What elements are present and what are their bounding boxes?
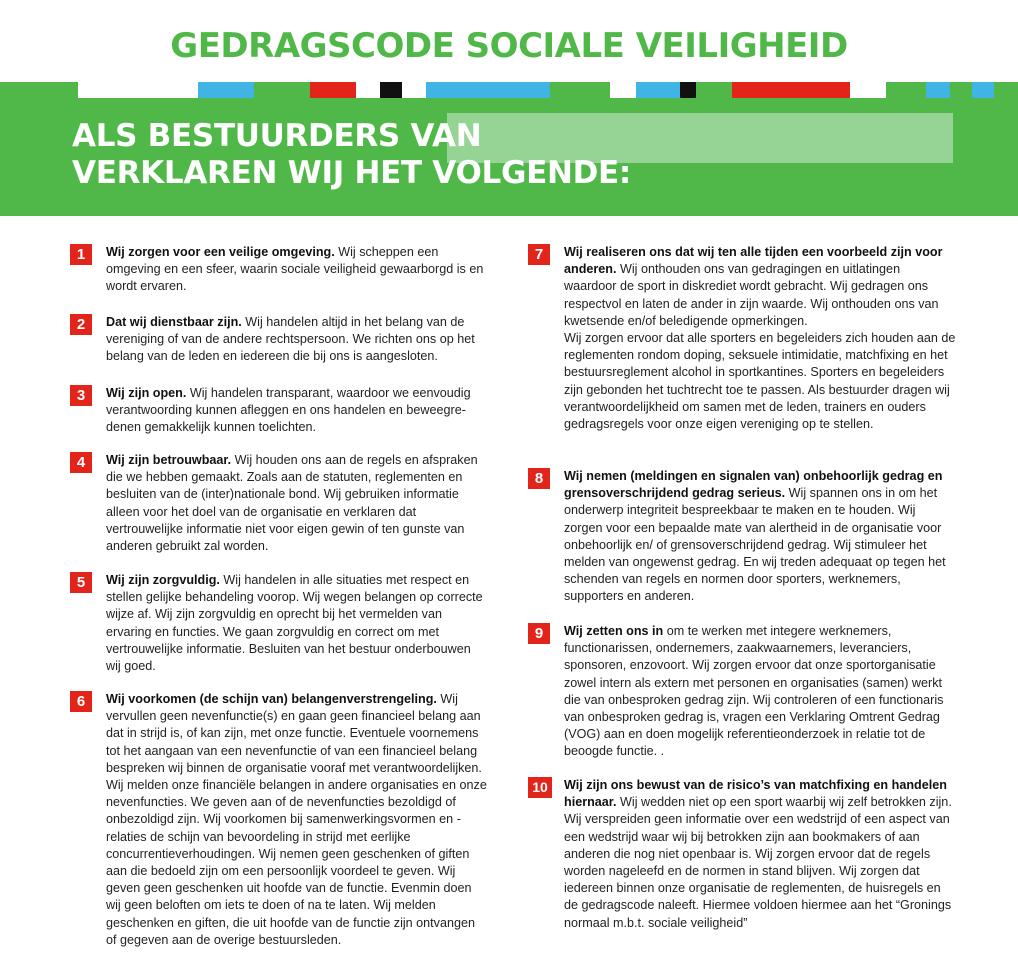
- item-number: 2: [70, 314, 92, 335]
- item-body: Wij handelen transparant, waardoor we eenvoudig verantwoording kunnen afleggen en ons handelen en beweegredenen gemakkelijk kunnen toelichten.: [106, 386, 471, 435]
- item-bold: Wij zorgen voor een veilige omgeving.: [106, 245, 335, 259]
- item-text: [564, 777, 956, 932]
- heading-line-1: ALS BESTUURDERS VAN: [72, 118, 482, 154]
- item-body: Wij wedden niet op een sport waarbij wij zelf betrokken zijn. Wij verspreiden geen informatie over een wedstrijd of een aspect van een wedstrijd waar wij bij betrokken zijn aan bookmakers of aan anderen die nog niet openbaar is. Wij zorgen ervoor dat de regels worden nageleefd en de normen in stand blijven. Wij zorgen dat iedereen binnen onze organisatie de reglementen, de huisregels en de gedragscode naleeft. Hiermee voldoen hiermee aan het “Gronings normaal m.b.t. sociale veiligheid”: [564, 795, 952, 930]
- item-number: 6: [70, 691, 92, 712]
- item-text: [106, 572, 488, 675]
- item-body: Wij onthouden ons van gedragingen en uitlatingen waardoor de sport in diskrediet wordt gebracht. Wij gedragen ons respectvol en laten de ander in zijn waarde. Wij onthouden ons van kwetsende en/of beledigende opmerkingen.: [564, 262, 939, 328]
- item-number: 8: [528, 468, 550, 489]
- item-body: Wij vervullen geen nevenfunctie(s) en gaan geen financieel belang aan dat in strijd is, of kan zijn, met onze functie. Eventuele voornemens tot het aangaan van een nevenfunctie of van een financieel belang bespreken wij binnen de organisatie vooraf met verantwoordelijken. Wij melden onze financiële belangen in andere organisaties en onze nevenfuncties. We geven aan of de nevenfuncties bezoldigd of onbezoldigd zijn. Wij voorkomen bij samenwerkingsvormen en -relaties de schijn van bevoordeling in strijd met eerlijke concurrentieverhoudingen. Wij nemen geen geschenken of giften aan die bedoeld zijn om een persoonlijk voordeel te geven. Wij geven geen geschenken uit hoofde van de functie. Evenmin doen wij geen beloften om iets te doen of na te laten. Wij melden geschenken en giften, die uit hoofde van de functie zijn ontvangen of gegeven aan de overige bestuursleden.: [106, 692, 487, 947]
- item-text: [564, 468, 956, 606]
- item-body: Wij handelen altijd in het belang van de vereniging of van de andere rechtspersoon. We richten ons op het belang van de leden en iedereen die bij ons is aangesloten.: [106, 315, 475, 364]
- item-text: [106, 244, 488, 296]
- item-bold: Wij nemen (meldingen en signalen van) onbehoorlijk gedrag en grensoverschrijdend gedrag serieus.: [564, 469, 943, 501]
- item-bold: Wij zijn ons bewust van de risico’s van matchfixing en handelen hiernaar.: [564, 778, 947, 810]
- page-heading: [72, 118, 631, 192]
- item-bold: Wij zetten ons in: [564, 624, 664, 638]
- item-text: [106, 691, 488, 949]
- item-body-2: Wij zorgen ervoor dat alle sporters en begeleiders zich houden aan de reglementen rondom doping, seksuele intimidatie, matchfixing en het bestuursreglement alcohol in sportkantines. Sporters en begeleiders zijn gebonden het tuchtrecht toe te passen. Als bestuurder dragen wij verantwoordelijkheid om samen met de leden, trainers en ouders gedragsregels voor onze eigen vereniging op te stellen.: [564, 331, 956, 432]
- item-body: Wij houden ons aan de regels en afspraken die we hebben gemaakt. Zoals aan de statuten, reglementen en besluiten van de (inter)nationale bond. Wij gebruiken informatie alleen voor het doel van de organisatie en verklaren dat vertrouwelijke informatie niet voor eigen gewin of ten gunste van anderen gebruikt zal worden.: [106, 453, 478, 554]
- item-bold: Wij voorkomen (de schijn van) belangenverstrengeling.: [106, 692, 437, 706]
- item-text: [106, 452, 488, 555]
- item-number: 1: [70, 244, 92, 265]
- item-text: [106, 314, 488, 366]
- item-bold: Wij realiseren ons dat wij ten alle tijden een voorbeeld zijn voor anderen.: [564, 245, 943, 277]
- page-title: GEDRAGSCODE SOCIALE VEILIGHEID: [170, 26, 848, 66]
- item-text: [564, 244, 956, 433]
- item-body: om te werken met integere werknemers, functionarissen, ondernemers, zaakwaarnemers, leveranciers, sponsoren, enzovoort. Wij zorgen ervoor dat onze sportorganisatie zowel intern als extern met personen en organisaties (samen) werkt die van onbesproken gedrag zijn. Wij controleren of een functionaris van onbesproken gedrag is, vragen een Verklaring Omtrent Gedrag (VOG) aan en doen mogelijk referentieonderzoek in relatie tot de beoogde functie. .: [564, 624, 944, 759]
- item-body: Wij scheppen een omgeving en een sfeer, waarin sociale veiligheid gewaarborgd is en wordt ervaren.: [106, 245, 484, 294]
- item-bold: Wij zijn betrouwbaar.: [106, 453, 232, 467]
- item-text: [564, 623, 956, 761]
- item-bold: Wij zijn zorgvuldig.: [106, 573, 220, 587]
- item-number: 9: [528, 623, 550, 644]
- item-number: 5: [70, 572, 92, 593]
- item-body: Wij spannen ons in om het onderwerp integriteit bespreekbaar te maken en te houden. Wij zorgen voor een bepaalde mate van alertheid in de organisatie voor onbehoorlijk en/ of grensoverschrijdend gedrag. Wij stimuleer het melden van ongewenst gedrag. En wij treden adequaat op tegen het schenden van regels en normen door sporters, werknemers, supporters en anderen.: [564, 486, 946, 604]
- item-bold: Wij zijn open.: [106, 386, 187, 400]
- item-body: Wij handelen in alle situaties met respect en stellen gelijke behandeling voorop. Wij wegen belangen op correcte wijze af. Wij zijn zorgvuldig en oprecht bij het vermelden van ervaring en functies. We gaan zorgvuldig en correct om met vertrouwelijke informatie. Besluiten van het bestuur onderbouwen wij goed.: [106, 573, 483, 674]
- item-text: [106, 385, 488, 437]
- item-number: 4: [70, 452, 92, 473]
- item-number: 3: [70, 385, 92, 406]
- item-number: 7: [528, 244, 550, 265]
- heading-line-2: VERKLAREN WIJ HET VOLGENDE:: [72, 155, 632, 191]
- color-strip: [0, 82, 1018, 98]
- item-number: 10: [528, 777, 552, 798]
- item-bold: Dat wij dienstbaar zijn.: [106, 315, 242, 329]
